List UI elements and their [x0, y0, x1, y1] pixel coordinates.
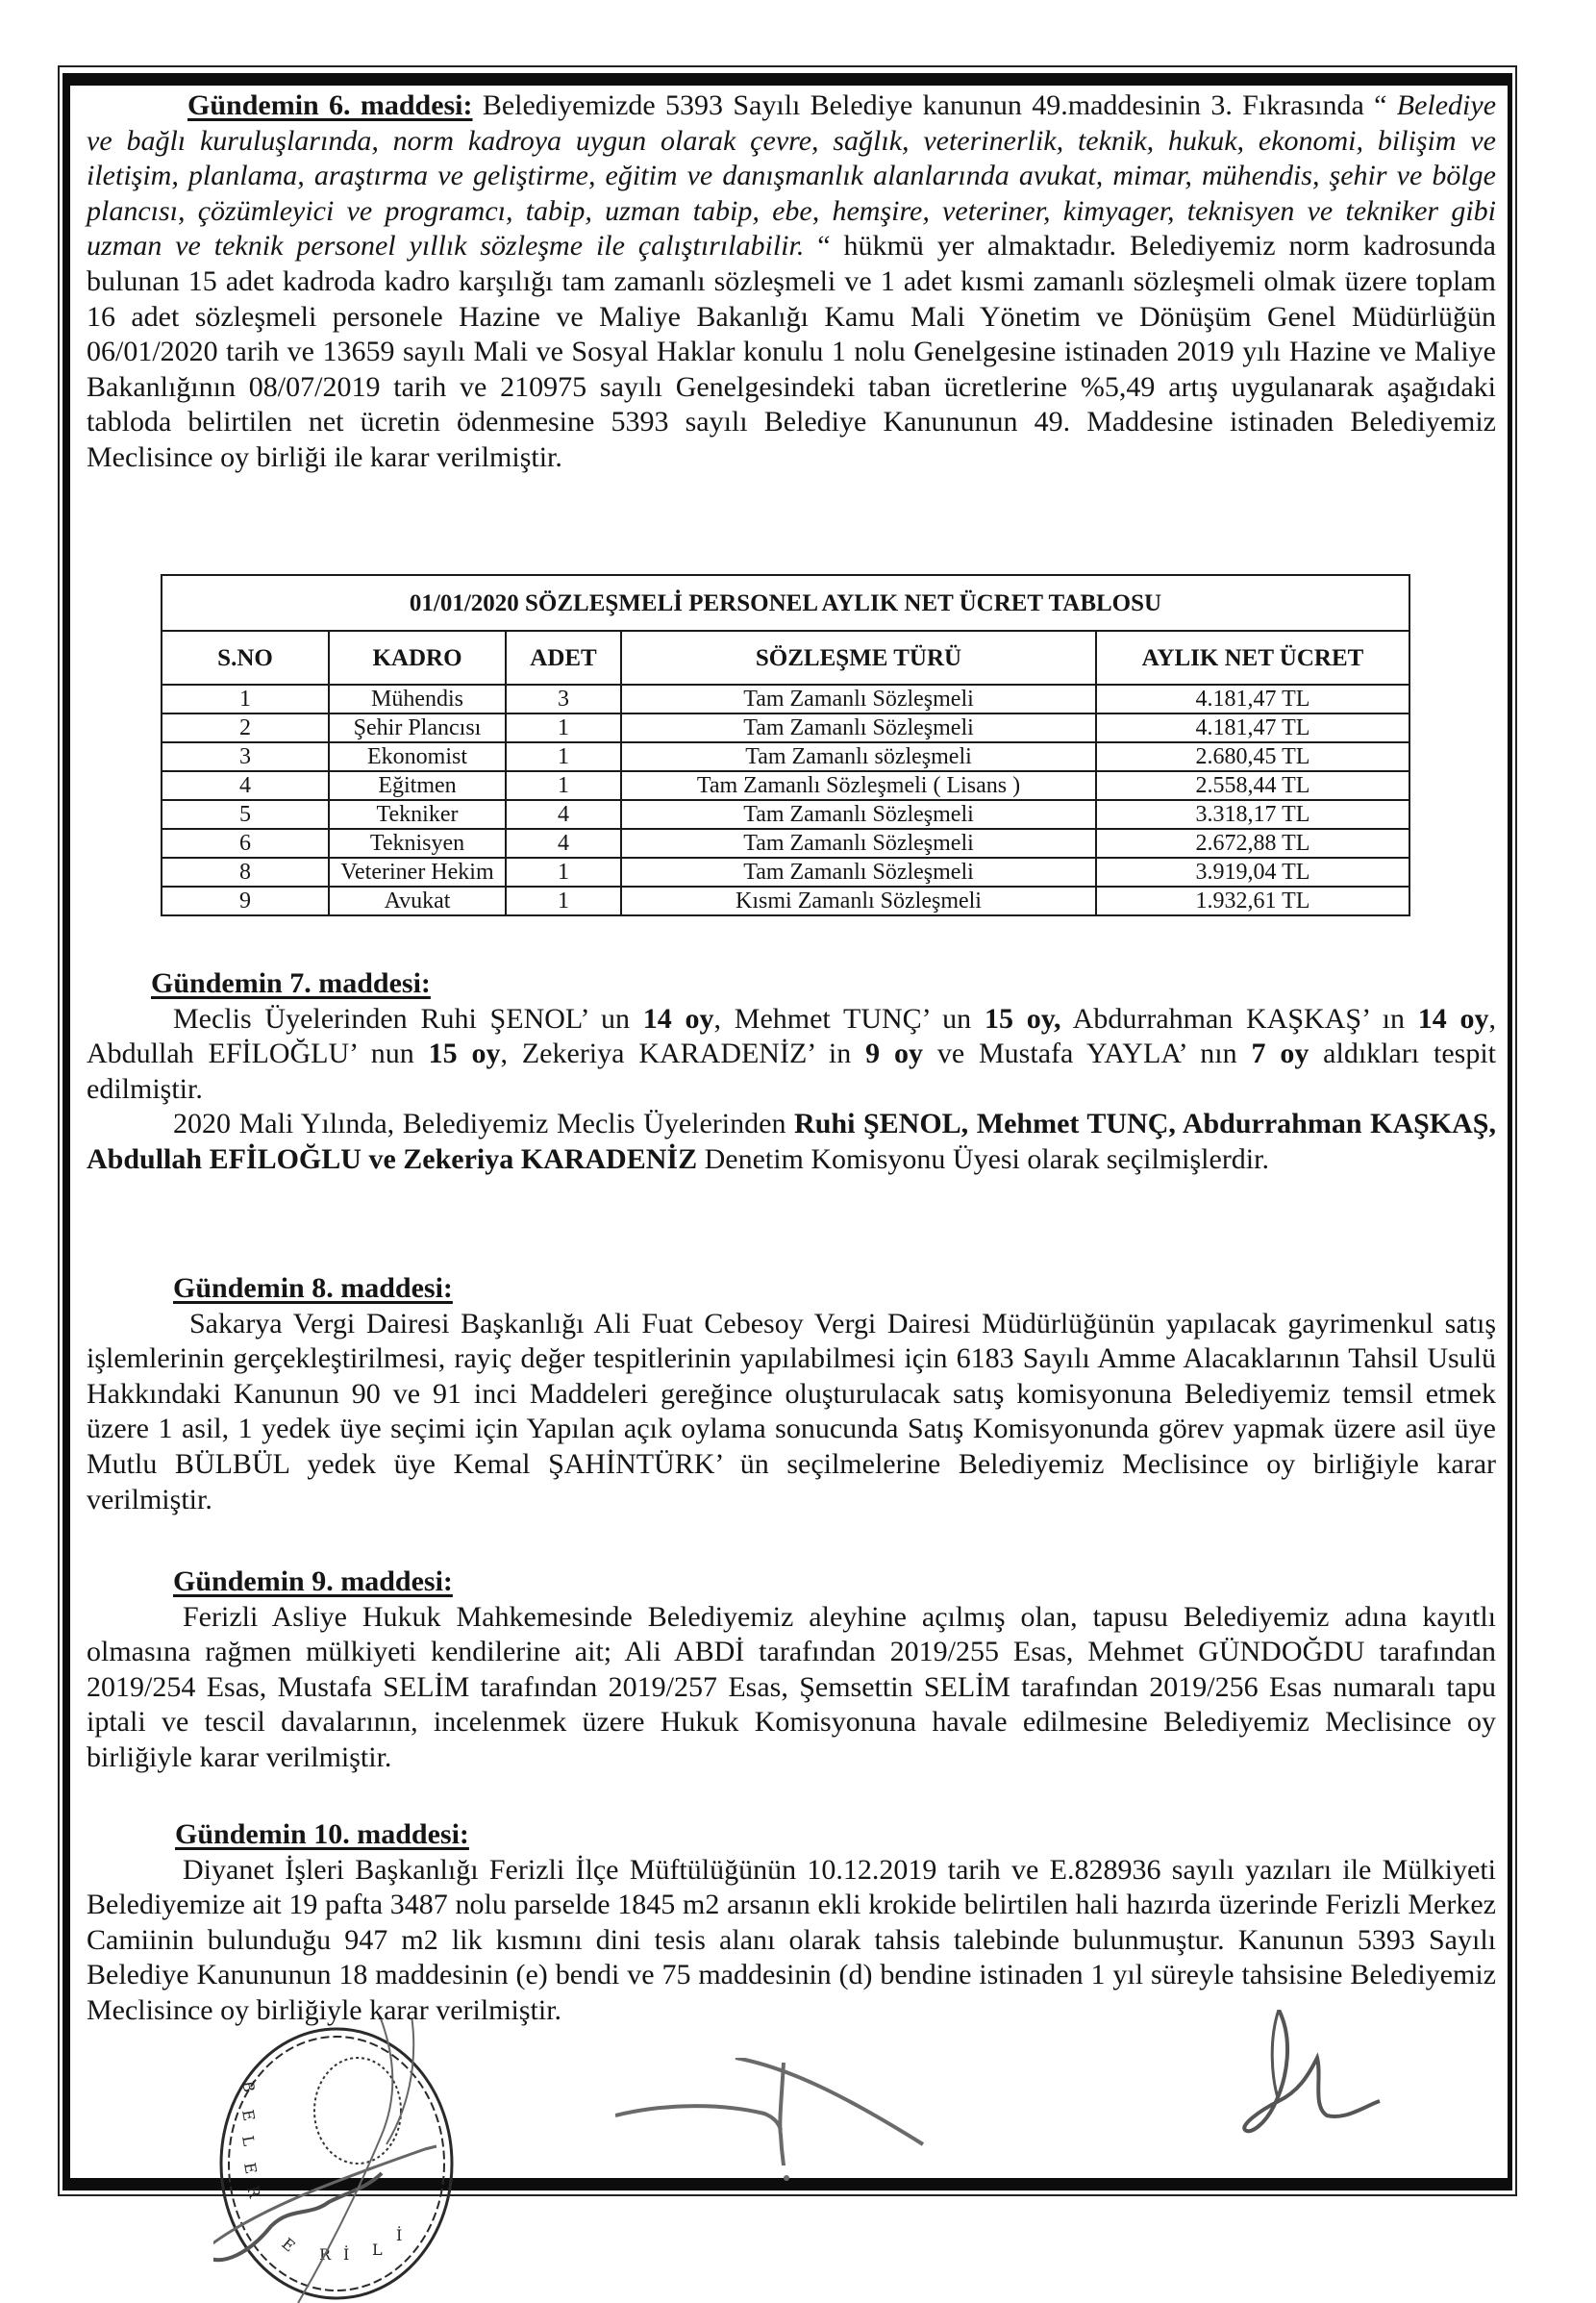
table-row — [162, 713, 1409, 742]
text: , Abdullah EFİLOĞLU’ nun — [87, 1002, 1496, 1070]
table-row — [162, 742, 1409, 771]
cell-kadro: Eğitmen — [329, 771, 506, 800]
cell-ucret: 4.181,47 TL — [1096, 713, 1409, 742]
text: , Zekeriya KARADENİZ’ in — [500, 1038, 866, 1070]
svg-text:İ: İ — [396, 2226, 403, 2244]
cell-kadro: Avukat — [329, 887, 506, 915]
cell-adet: 1 — [506, 742, 621, 771]
svg-text:E: E — [240, 2161, 261, 2176]
svg-text:R: R — [319, 2245, 332, 2264]
cell-tur: Tam Zamanlı Sözleşmeli — [621, 858, 1096, 887]
svg-text:B: B — [238, 2079, 259, 2094]
bold-text: 15 oy — [428, 1038, 501, 1070]
section-7-heading: Gündemin 7. maddesi: — [151, 967, 431, 999]
cell-tur: Tam Zamanlı Sözleşmeli — [621, 800, 1096, 829]
cell-tur: Tam Zamanlı sözleşmeli — [621, 742, 1096, 771]
section-9 — [87, 1565, 1496, 1776]
col-header-adet: ADET — [506, 631, 621, 685]
table-row — [162, 800, 1409, 829]
section-6-quote: Belediye ve bağlı kuruluşlarında, norm kadroya uygun olarak çevre, sağlık, veterinerlik, teknik, hukuk, ekonomi, bilişim ve iletişim, planlama, araştırma ve geliştirme, eğitim ve danışmanlık alanlarında avukat, mimar, mühendis, şehir ve bölge plancısı, çözümleyici ve programcı, tabip, uzman tabip, ebe, hemşire, veteriner, kimyager, teknisyen ve tekniker gibi uzman ve teknik personel yıllık sözleşme ile çalıştırılabilir. — [87, 89, 1497, 263]
cell-kadro: Ekonomist — [329, 742, 506, 771]
text: ve Mustafa YAYLA’ nın — [922, 1038, 1252, 1070]
cell-sno: 5 — [162, 800, 329, 829]
svg-text:E: E — [278, 2234, 299, 2256]
section-6-heading: Gündemin 6. maddesi: — [187, 89, 473, 121]
section-8-heading-line — [87, 1271, 1496, 1307]
cell-ucret: 1.932,61 TL — [1096, 887, 1409, 915]
cell-kadro: Tekniker — [329, 800, 506, 829]
cell-kadro: Şehir Plancısı — [329, 713, 506, 742]
section-7-paragraph-1 — [87, 1002, 1496, 1108]
cell-adet: 1 — [506, 713, 621, 742]
cell-ucret: 3.919,04 TL — [1096, 858, 1409, 887]
section-6-quote-close: “ — [804, 230, 831, 263]
section-7-paragraph-2 — [87, 1107, 1496, 1177]
cell-adet: 3 — [506, 685, 621, 713]
cell-adet: 4 — [506, 829, 621, 858]
section-6-body: hükmü yer almaktadır. Belediyemiz norm kadrosunda bulunan 15 adet kadroda kadro karşılığı tam zamanlı sözleşmeli ve 1 adet kısmi zamanlı sözleşmeli olmak üzere toplam 16 adet sözleşmeli personele Hazine ve Maliye Bakanlığı Kamu Mali Yönetim ve Dönüşüm Genel Müdürlüğün 06/01/2020 tarih ve 13659 sayılı Mali ve Sosyal Haklar konulu 1 nolu Genelgesine istinaden 2019 yılı Hazine ve Maliye Bakanlığının 08/07/2019 tarih ve 210975 sayılı Genelgesindeki taban ücretlerine %5,49 artış uygulanarak aşağıdaki tabloda belirtilen net ücretin ödenmesine 5393 sayılı Belediye Kanununun 49. Maddesine istinaden Belediyemiz Meclisince oy birliği ile karar verilmiştir. — [87, 230, 1496, 473]
table-header-row — [162, 631, 1409, 685]
cell-tur: Tam Zamanlı Sözleşmeli ( Lisans ) — [621, 771, 1096, 800]
text: aldıkları tespit edilmiştir. — [87, 1038, 1496, 1105]
cell-sno: 8 — [162, 858, 329, 887]
section-6 — [87, 88, 1496, 476]
svg-text:E: E — [238, 2108, 259, 2123]
cell-sno: 3 — [162, 742, 329, 771]
table-row — [162, 887, 1409, 915]
section-8-heading: Gündemin 8. maddesi: — [173, 1272, 453, 1304]
cell-sno: 6 — [162, 829, 329, 858]
cell-adet: 1 — [506, 771, 621, 800]
text: Denetim Komisyonu Üyesi olarak seçilmişlerdir. — [697, 1142, 1269, 1175]
section-9-paragraph: Ferizli Asliye Hukuk Mahkemesinde Belediyemiz aleyhine açılmış olan, tapusu Belediyemiz adına kayıtlı olmasına rağmen mülkiyeti kendilerine ait; Ali ABDİ tarafından 2019/255 Esas, Mehmet GÜNDOĞDU tarafından 2019/254 Esas, Mustafa SELİM tarafından 2019/257 Esas, Şemsettin SELİM tarafından 2019/256 Esas numaralı tapu iptali ve tescil davalarının, incelenmek üzere Hukuk Komisyonuna havale edilmesine Belediyemiz Meclisince oy birliğiyle karar verilmiştir. — [87, 1600, 1496, 1773]
bold-text: Ruhi ŞENOL, Mehmet TUNÇ, Abdurrahman KAŞKAŞ, Abdullah EFİLOĞLU ve Zekeriya KARADENİZ — [87, 1108, 1496, 1175]
bold-text: 14 oy — [642, 1002, 714, 1035]
wage-table — [161, 574, 1410, 916]
section-10-heading-line — [87, 1817, 1496, 1853]
table-row — [162, 858, 1409, 887]
cell-sno: 4 — [162, 771, 329, 800]
col-header-aylik-net-ucret: AYLIK NET ÜCRET — [1096, 631, 1409, 685]
col-header-kadro: KADRO — [329, 631, 506, 685]
table-title: 01/01/2020 SÖZLEŞMELİ PERSONEL AYLIK NET ÜCRET TABLOSU — [162, 575, 1409, 631]
section-8-paragraph: Sakarya Vergi Dairesi Başkanlığı Ali Fuat Cebesoy Vergi Dairesi Müdürlüğünün yapılacak gayrimenkul satış işlemlerinin gerçekleştirilmesi, rayiç değer tespitlerinin yapılabilmesi için 6183 Sayılı Amme Alacaklarının Tahsil Usulü Hakkındaki Kanunun 90 ve 91 inci Maddeleri gereğince oluşturulacak satış komisyonuna Belediyemiz temsil etmek üzere 1 asil, 1 yedek üye seçimi için Yapılan açık oylama sonucunda Satış Komisyonunda görev yapmak üzere asil üye Mutlu BÜLBÜL yedek üye Kemal ŞAHİNTÜRK’ ün seçilmelerine Belediyemiz Meclisince oy birliğiyle karar verilmiştir. — [87, 1307, 1496, 1515]
text: , Mehmet TUNÇ’ un — [713, 1002, 985, 1035]
svg-text:L: L — [372, 2240, 383, 2259]
section-10 — [87, 1817, 1496, 2029]
bold-text: 7 oy — [1251, 1038, 1309, 1070]
cell-tur: Kısmi Zamanlı Sözleşmeli — [621, 887, 1096, 915]
table-row — [162, 685, 1409, 713]
svg-text:İ: İ — [343, 2245, 350, 2264]
cell-sno: 1 — [162, 685, 329, 713]
section-6-paragraph — [87, 88, 1496, 476]
svg-text:R: R — [243, 2184, 264, 2200]
cell-tur: Tam Zamanlı Sözleşmeli — [621, 685, 1096, 713]
text: 2020 Mali Yılında, Belediyemiz Meclis Üyelerinden — [173, 1108, 795, 1140]
cell-ucret: 2.672,88 TL — [1096, 829, 1409, 858]
text: Meclis Üyelerinden Ruhi ŞENOL’ un — [173, 1002, 643, 1035]
cell-adet: 4 — [506, 800, 621, 829]
section-7-heading-line — [87, 966, 1496, 1002]
cell-ucret: 2.680,45 TL — [1096, 742, 1409, 771]
section-10-heading: Gündemin 10. maddesi: — [175, 1818, 469, 1850]
cell-kadro: Teknisyen — [329, 829, 506, 858]
table-row — [162, 829, 1409, 858]
bold-text: 15 oy, — [984, 1002, 1061, 1035]
signature-middle — [615, 2058, 942, 2202]
col-header-sozlesme-turu: SÖZLEŞME TÜRÜ — [621, 631, 1096, 685]
cell-kadro: Mühendis — [329, 685, 506, 713]
section-6-lead: Belediyemizde 5393 Sayılı Belediye kanunun 49.maddesinin 3. Fıkrasında “ — [472, 89, 1387, 121]
cell-adet: 1 — [506, 858, 621, 887]
section-9-heading-line — [87, 1565, 1496, 1600]
text: Abdurrahman KAŞKAŞ’ ın — [1060, 1002, 1418, 1035]
cell-tur: Tam Zamanlı Sözleşmeli — [621, 829, 1096, 858]
signature-right — [1202, 2010, 1394, 2144]
col-header-sno: S.NO — [162, 631, 329, 685]
cell-ucret: 4.181,47 TL — [1096, 685, 1409, 713]
section-10-paragraph: Diyanet İşleri Başkanlığı Ferizli İlçe Müftülüğünün 10.12.2019 tarih ve E.828936 sayılı yazıları ile Mülkiyeti Belediyemize ait 19 pafta 3487 nolu parselde 1845 m2 arsanın ekli krokide belirtilen hali hazırda üzerinde Ferizli Merkez Camiinin bulunduğu 947 m2 lik kısmını dini tesis alanı olarak tahsis talebinde bulunmuştur. Kanunun 5393 Sayılı Belediye Kanununun 18 maddesinin (e) bendi ve 75 maddesinin (d) bendine istinaden 1 yıl süreyle tahsisine Belediyemiz Meclisince oy birliğiyle karar verilmiştir. — [87, 1853, 1496, 2026]
official-seal-stamp — [213, 2019, 459, 2303]
cell-ucret: 2.558,44 TL — [1096, 771, 1409, 800]
cell-ucret: 3.318,17 TL — [1096, 800, 1409, 829]
cell-kadro: Veteriner Hekim — [329, 858, 506, 887]
section-8 — [87, 1271, 1496, 1517]
bold-text: 14 oy — [1417, 1002, 1489, 1035]
table-title-row — [162, 575, 1409, 631]
table-row — [162, 771, 1409, 800]
svg-text:L: L — [238, 2134, 259, 2148]
section-7 — [87, 966, 1496, 1178]
bold-text: 9 oy — [865, 1038, 923, 1070]
section-9-heading: Gündemin 9. maddesi: — [173, 1565, 453, 1597]
cell-sno: 9 — [162, 887, 329, 915]
cell-tur: Tam Zamanlı Sözleşmeli — [621, 713, 1096, 742]
cell-adet: 1 — [506, 887, 621, 915]
cell-sno: 2 — [162, 713, 329, 742]
